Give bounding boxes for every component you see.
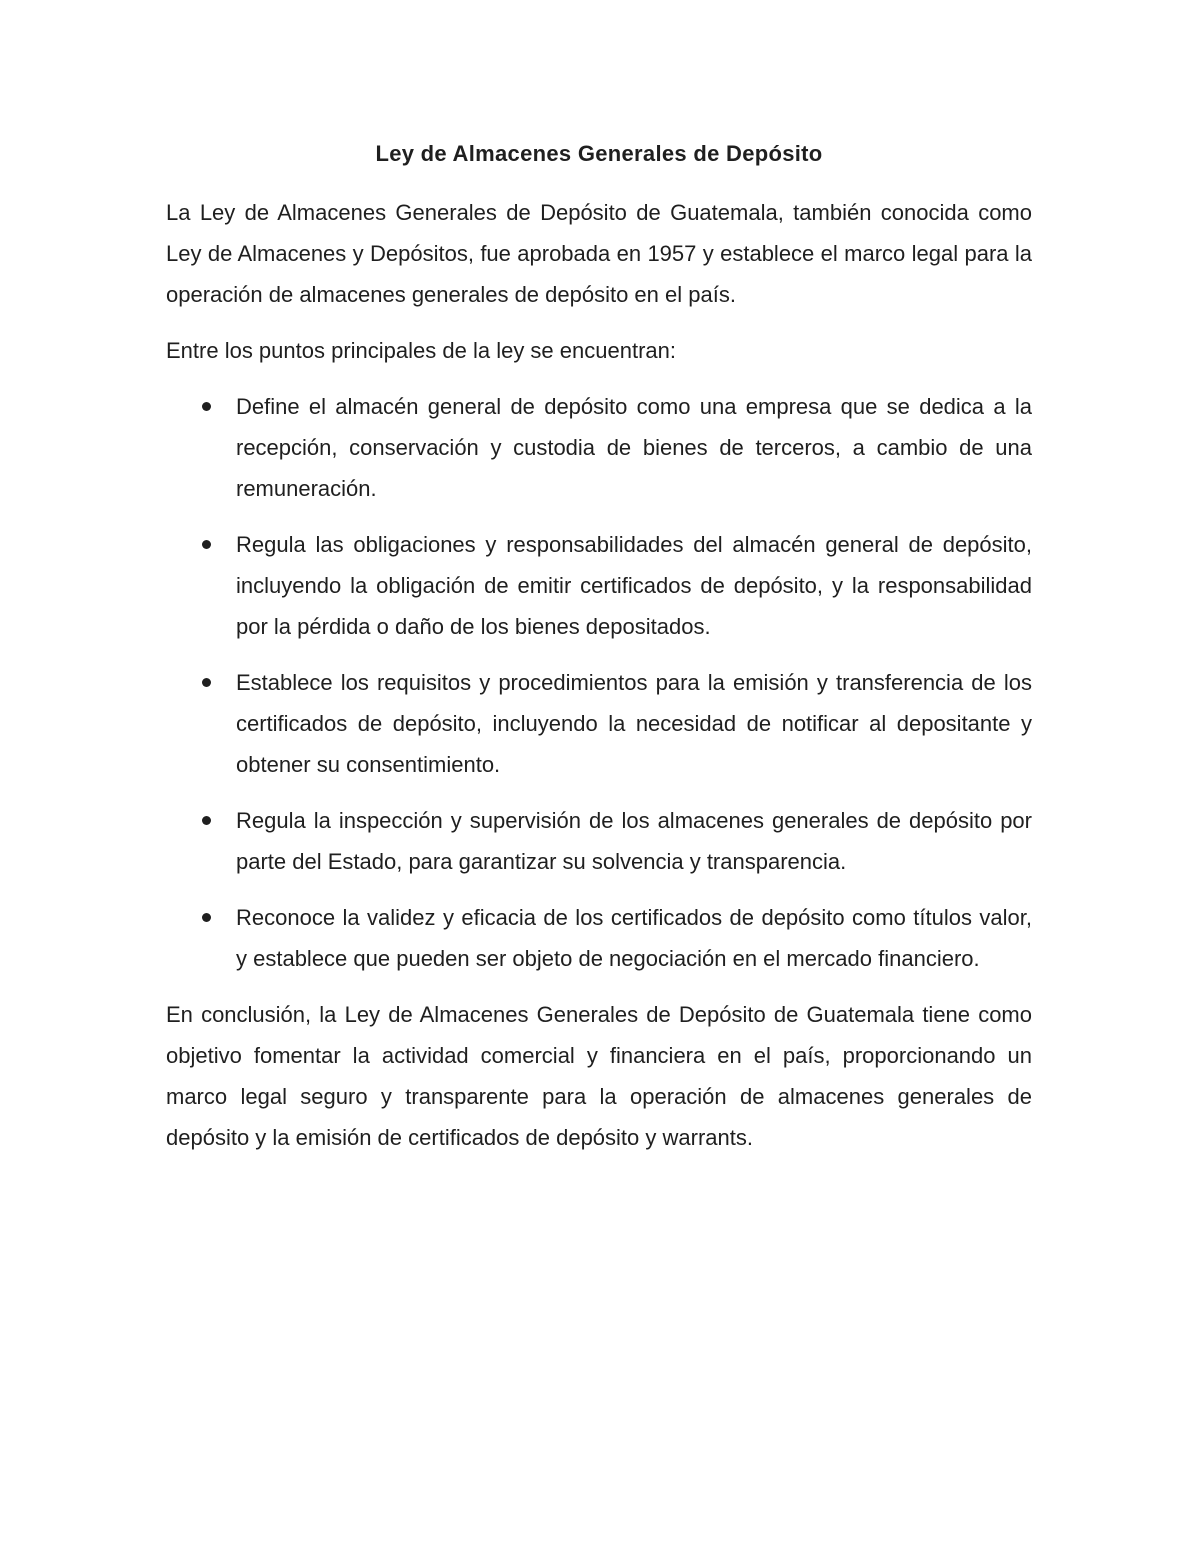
list-item-text: Reconoce la validez y eficacia de los certificados de depósito como títulos valor, y establece que pueden ser objeto de negociación en el mercado financiero. [236, 905, 1032, 971]
list-item [166, 800, 1032, 882]
list-item-text: Establece los requisitos y procedimientos para la emisión y transferencia de los certificados de depósito, incluyendo la necesidad de notificar al depositante y obtener su consentimiento. [236, 670, 1032, 777]
conclusion-paragraph: En conclusión, la Ley de Almacenes Generales de Depósito de Guatemala tiene como objetivo fomentar la actividad comercial y financiera en el país, proporcionando un marco legal seguro y transparente para la operación de almacenes generales de depósito y la emisión de certificados de depósito y warrants. [166, 1002, 1032, 1150]
list-item [166, 897, 1032, 979]
key-points-list [166, 386, 1032, 979]
bullet-icon [202, 540, 211, 549]
list-item-text: Define el almacén general de depósito como una empresa que se dedica a la recepción, conservación y custodia de bienes de terceros, a cambio de una remuneración. [236, 394, 1032, 501]
document-page [166, 138, 1032, 1173]
bullet-icon [202, 816, 211, 825]
list-item-text: Regula la inspección y supervisión de los almacenes generales de depósito por parte del Estado, para garantizar su solvencia y transparencia. [236, 808, 1032, 874]
bullet-icon [202, 913, 211, 922]
intro-paragraph: La Ley de Almacenes Generales de Depósito de Guatemala, también conocida como Ley de Almacenes y Depósitos, fue aprobada en 1957 y establece el marco legal para la operación de almacenes generales de depósito en el país. [166, 200, 1032, 307]
bullet-icon [202, 402, 211, 411]
bullet-icon [202, 678, 211, 687]
list-item [166, 524, 1032, 647]
list-lead-paragraph: Entre los puntos principales de la ley se encuentran: [166, 338, 676, 363]
list-item [166, 386, 1032, 509]
list-item-text: Regula las obligaciones y responsabilidades del almacén general de depósito, incluyendo la obligación de emitir certificados de depósito, y la responsabilidad por la pérdida o daño de los bienes depositados. [236, 532, 1032, 639]
document-title: Ley de Almacenes Generales de Depósito [375, 141, 823, 166]
list-item [166, 662, 1032, 785]
